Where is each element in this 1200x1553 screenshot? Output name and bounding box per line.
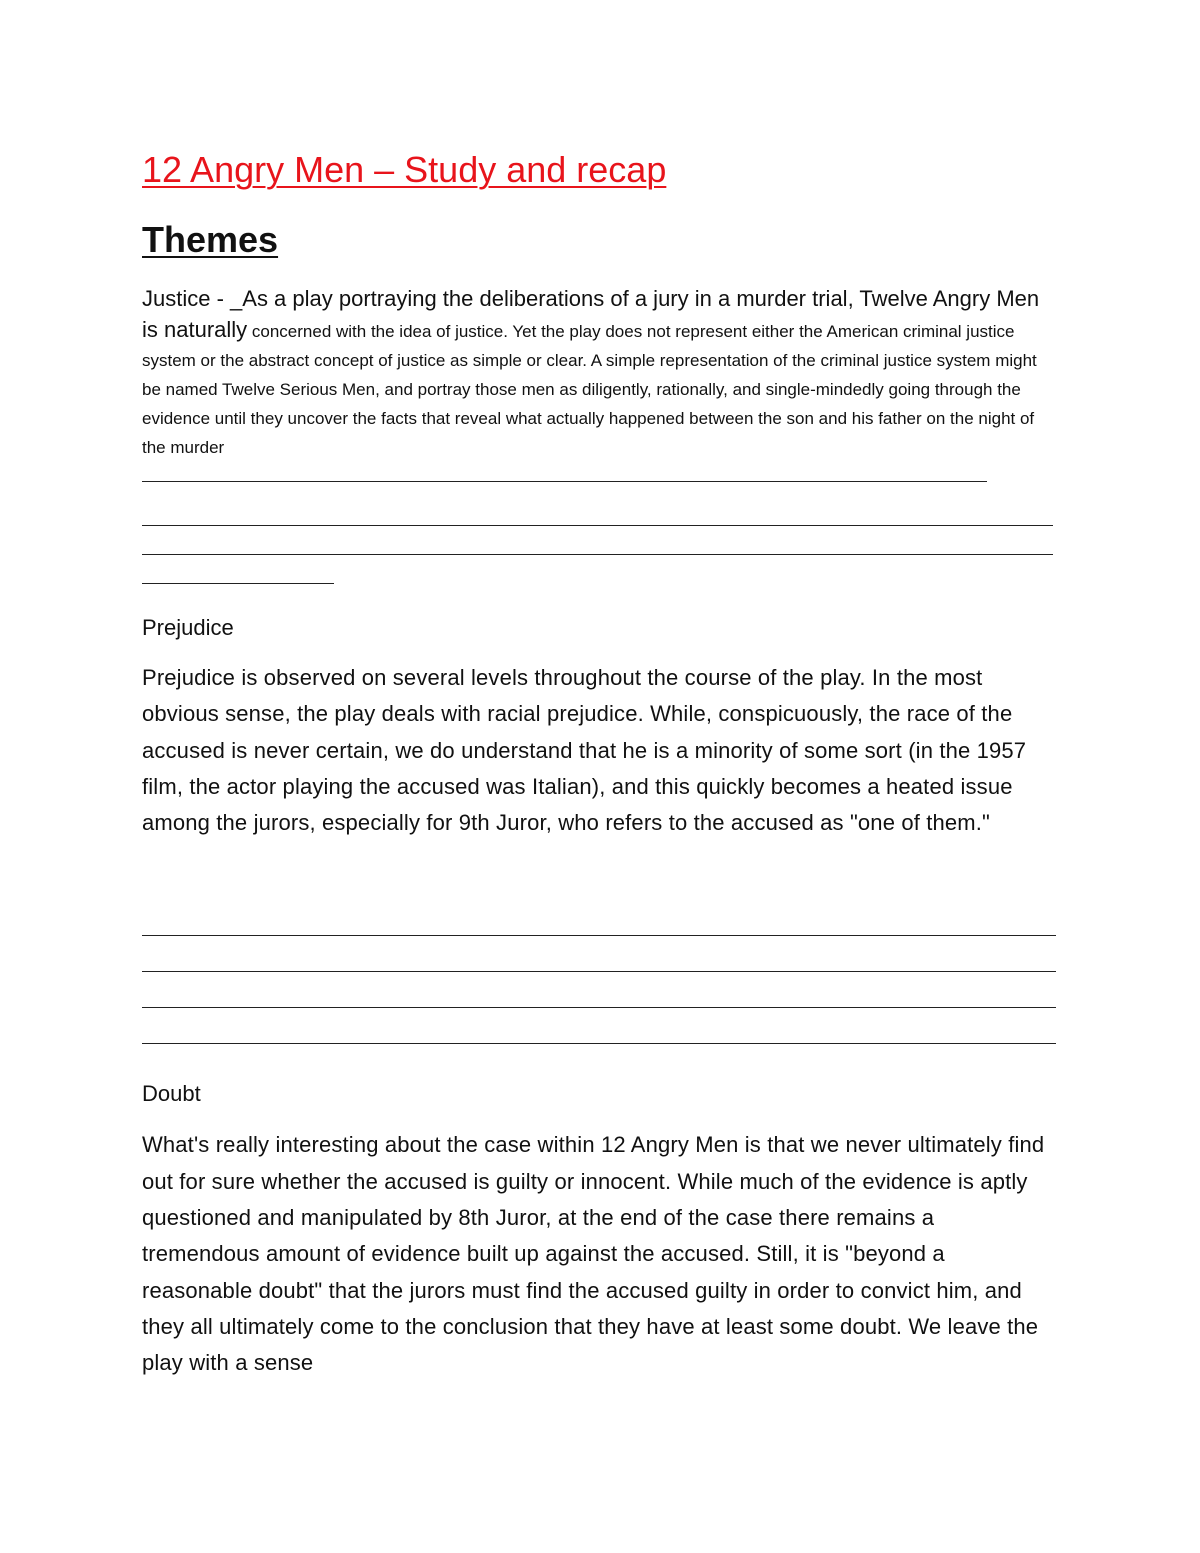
answer-line (142, 525, 1053, 526)
answer-line (142, 583, 334, 584)
justice-label: Justice - _ (142, 286, 243, 311)
prejudice-paragraph: Prejudice is observed on several levels throughout the course of the play. In the most obvious sense, the play deals with racial prejudice. While, conspicuously, the race of the accused is never certain, we do understand that he is a minority of some sort (in the 1957 film, the actor playing the accused was Italian), and this quickly becomes a heated issue among the jurors, especially for 9th Juror, who refers to the accused as "one of them." (142, 665, 1027, 836)
justice-body-text: concerned with the idea of justice. Yet the play does not represent either the American criminal justice system or the abstract concept of justice as simple or clear. A simple representation of the criminal justice system might be named Twelve Serious Men, and portray those men as diligently, rationally, and single-mindedly going through the evidence until they uncover the facts that reveal what actually happened between the son and his father on the night of the murder (142, 322, 1037, 457)
doubt-heading: Doubt (142, 1081, 201, 1107)
answer-line (142, 935, 1056, 936)
justice-lead-text: As a play portraying the deliberations of a jury in a murder trial, Twelve Angry Men is naturally (142, 286, 1040, 342)
themes-heading: Themes (142, 219, 279, 260)
justice-answer-lines (142, 491, 1056, 581)
document-page (142, 148, 1056, 1382)
answer-line (142, 554, 1053, 555)
prejudice-answer-lines (142, 841, 1056, 1056)
answer-line (142, 971, 1056, 972)
answer-line (142, 481, 987, 482)
document-title: 12 Angry Men – Study and recap (142, 149, 667, 190)
doubt-paragraph: What's really interesting about the case within 12 Angry Men is that we never ultimately find out for sure whether the accused is guilty or innocent. While much of the evidence is aptly questioned and manipulated by 8th Juror, at the end of the case there remains a tremendous amount of evidence built up against the accused. Still, it is "beyond a reasonable doubt" that the jurors must find the accused guilty in order to convict him, and they all ultimately come to the conclusion that they have at least some doubt. We leave the play with a sense (142, 1132, 1045, 1376)
answer-line (142, 1007, 1056, 1008)
answer-line (142, 1043, 1056, 1044)
justice-paragraph (142, 284, 1056, 491)
prejudice-heading: Prejudice (142, 615, 234, 640)
